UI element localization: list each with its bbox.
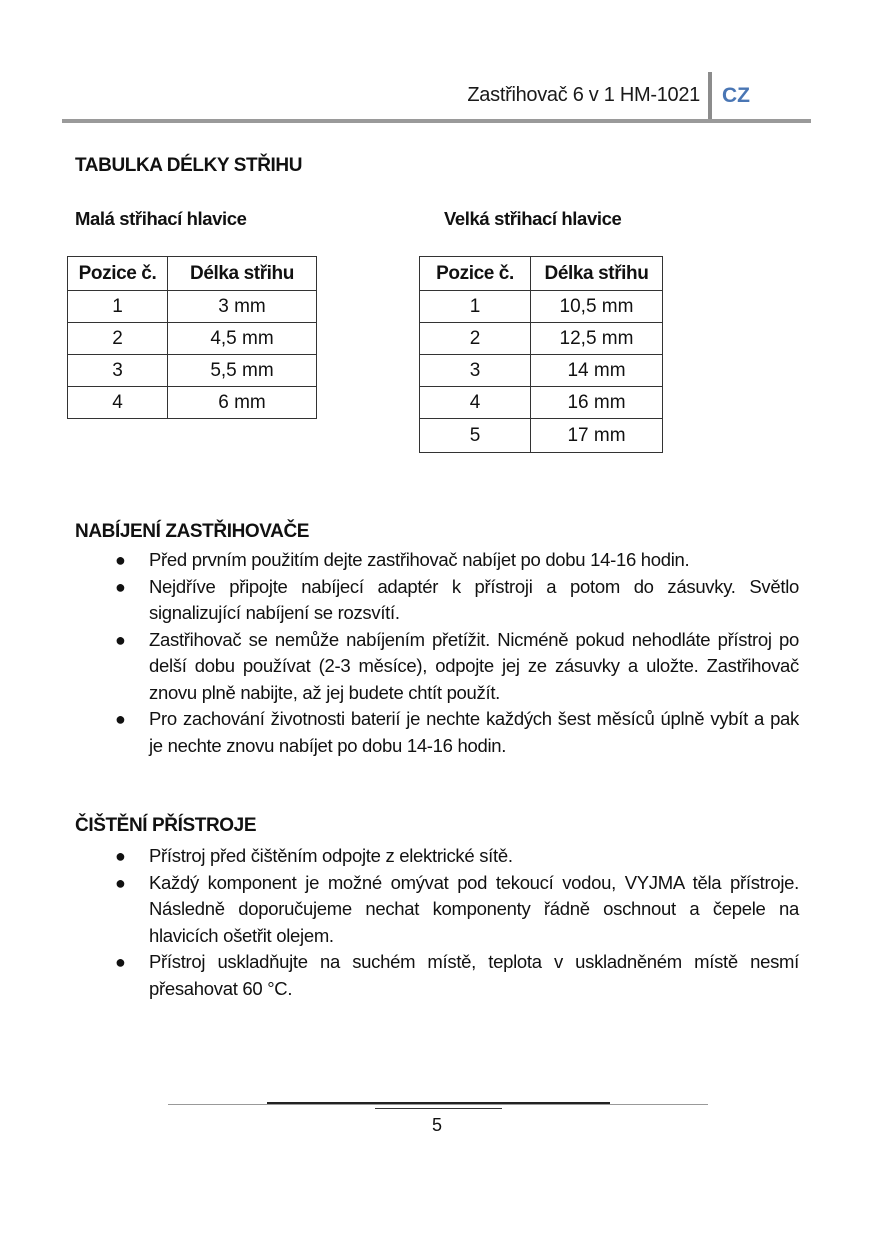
- length-cell: 10,5 mm: [531, 291, 663, 323]
- column-header-length: Délka střihu: [168, 257, 317, 291]
- table-row: [420, 419, 663, 453]
- table-row: [68, 291, 317, 323]
- header-rule: [62, 119, 811, 123]
- list-item: [75, 949, 799, 1002]
- bullet-icon: ●: [115, 576, 126, 597]
- table-row: [420, 355, 663, 387]
- bullet-icon: ●: [115, 629, 126, 650]
- list-item: [75, 843, 799, 870]
- length-cell: 16 mm: [531, 387, 663, 419]
- table-row: [68, 387, 317, 419]
- table-row: [420, 323, 663, 355]
- bullet-icon: ●: [115, 846, 126, 866]
- list-item-text: Každý komponent je možné omývat pod tekoucí vodou, VYJMA těla přístroje. Následně doporučujeme nechat komponenty řádně oschnout a čepele na hlavicích ošetřit olejem.: [149, 871, 799, 946]
- list-item-text: Přístroj uskladňujte na suchém místě, teplota v uskladněném místě nesmí přesahovat 60 °C.: [149, 951, 799, 999]
- list-item-text: Zastřihovač se nemůže nabíjením přetížit. Nicméně pokud nehodláte přístroj po delší dobu používat (2-3 měsíce), odpojte jej ze zásuvky a uložte. Zastřihovač znovu plně nabijte, až jej budete chtít použít.: [149, 628, 799, 703]
- position-cell: 4: [420, 387, 531, 419]
- position-cell: 3: [68, 355, 168, 387]
- charging-list: [75, 547, 799, 759]
- list-item: [75, 547, 799, 574]
- list-item-text: Před prvním použitím dejte zastřihovač nabíjet po dobu 14-16 hodin.: [149, 549, 690, 570]
- large-head-label: Velká střihací hlavice: [444, 208, 622, 229]
- charging-heading: NABÍJENÍ ZASTŘIHOVAČE: [75, 521, 310, 542]
- list-item-text: Pro zachování životnosti baterií je nechte každých šest měsíců úplně vybít a pak je nechte znovu nabíjet po dobu 14-16 hodin.: [149, 708, 799, 756]
- bullet-icon: ●: [115, 952, 126, 972]
- column-header-position: Pozice č.: [68, 257, 168, 291]
- list-item: [75, 870, 799, 950]
- length-cell: 12,5 mm: [531, 323, 663, 355]
- length-cell: 17 mm: [531, 419, 663, 453]
- length-cell: 3 mm: [168, 291, 317, 323]
- position-cell: 4: [68, 387, 168, 419]
- list-item-text: Přístroj před čištěním odpojte z elektrické sítě.: [149, 845, 513, 866]
- table-row: [68, 323, 317, 355]
- table-row: [68, 355, 317, 387]
- footer-rule-short: [375, 1108, 502, 1109]
- footer-rule-accent: [267, 1102, 610, 1104]
- length-cell: 14 mm: [531, 355, 663, 387]
- length-cell: 5,5 mm: [168, 355, 317, 387]
- table-row: [420, 291, 663, 323]
- cutting-table-heading: TABULKA DÉLKY STŘIHU: [75, 155, 303, 176]
- column-header-position: Pozice č.: [420, 257, 531, 291]
- language-code: CZ: [722, 84, 750, 107]
- position-cell: 3: [420, 355, 531, 387]
- table-row: [420, 387, 663, 419]
- page-number: 5: [431, 1115, 442, 1135]
- position-cell: 2: [420, 323, 531, 355]
- position-cell: 1: [68, 291, 168, 323]
- position-cell: 1: [420, 291, 531, 323]
- bullet-icon: ●: [115, 550, 126, 570]
- length-cell: 6 mm: [168, 387, 317, 419]
- position-cell: 2: [68, 323, 168, 355]
- cleaning-list: [75, 843, 799, 1002]
- header-divider: [708, 72, 712, 120]
- small-head-label: Malá střihací hlavice: [75, 208, 247, 229]
- footer-rule: [168, 1104, 708, 1105]
- bullet-icon: ●: [115, 709, 126, 729]
- list-item-text: Nejdříve připojte nabíjecí adaptér k přístroji a potom do zásuvky. Světlo signalizující nabíjení se rozsvítí.: [149, 575, 799, 623]
- length-cell: 4,5 mm: [168, 323, 317, 355]
- list-item: [75, 574, 799, 627]
- position-cell: 5: [420, 419, 531, 453]
- bullet-icon: ●: [115, 872, 126, 893]
- list-item: [75, 627, 799, 707]
- large-head-table: [419, 256, 663, 453]
- document-title: Zastřihovač 6 v 1 HM-1021: [467, 84, 700, 106]
- small-head-table: [67, 256, 317, 419]
- cleaning-heading: ČIŠTĚNÍ PŘÍSTROJE: [75, 815, 257, 836]
- column-header-length: Délka střihu: [531, 257, 663, 291]
- list-item: [75, 706, 799, 759]
